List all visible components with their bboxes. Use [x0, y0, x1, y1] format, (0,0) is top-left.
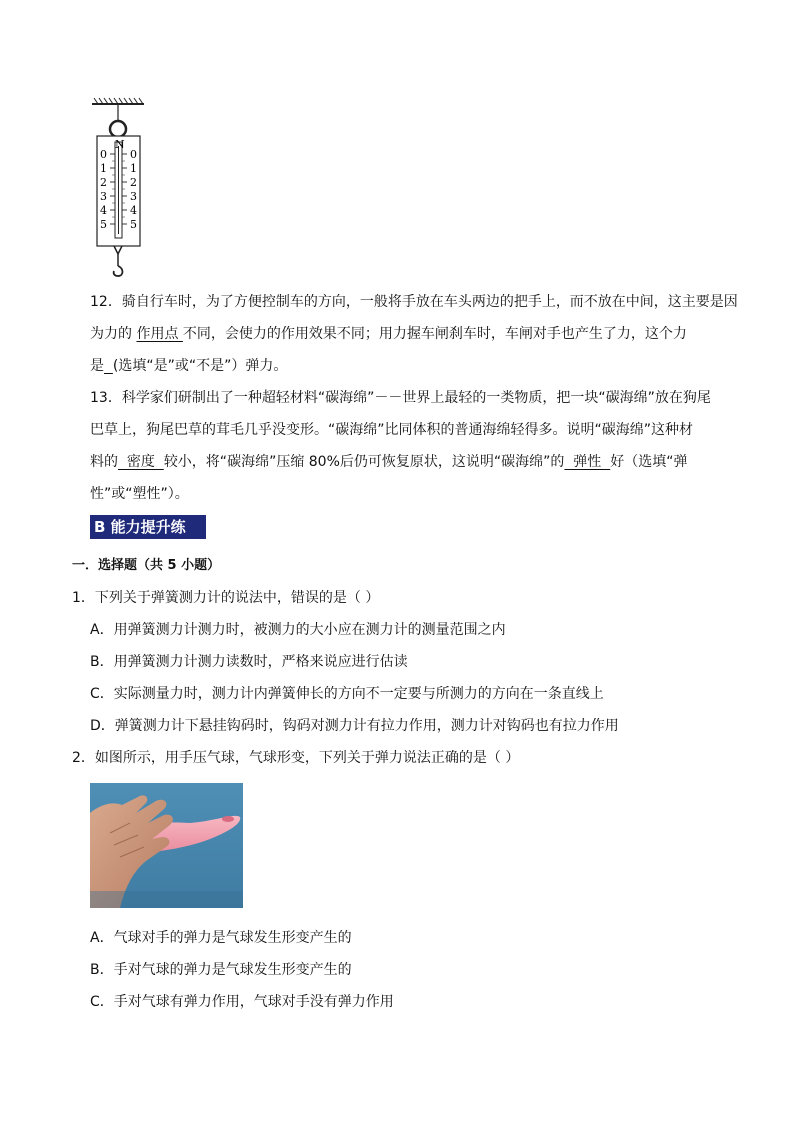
q12-line-2: [90, 324, 687, 344]
q12-text: 不同，会使力的作用效果不同；用力握车闸刹车时，车闸对手也产生了力，这个力: [182, 326, 687, 342]
tick-label: 3: [100, 190, 107, 203]
q12-line-1: 12．骑自行车时，为了方便控制车的方向，一般将手放在车头两边的把手上，而不放在中间，这主要是因: [90, 294, 738, 310]
scale-right-labels: [130, 148, 137, 231]
mc2-option-c: C．手对气球有弹力作用，气球对手没有弹力作用: [90, 994, 394, 1010]
q13-text: 好（选填“弹: [610, 454, 688, 470]
tick-label: 2: [100, 176, 107, 189]
tick-label: 0: [130, 148, 137, 161]
mc1-option-b: B．用弹簧测力计测力读数时，严格来说应进行估读: [90, 654, 408, 670]
q13-answer-1: 密度: [118, 454, 164, 470]
tick-label: 1: [130, 162, 137, 175]
mc1-option-a: A．用弹簧测力计测力时，被测力的大小应在测力计的测量范围之内: [90, 622, 506, 638]
tick-label: 5: [130, 218, 137, 231]
scale-unit: N: [115, 138, 125, 151]
scale-left-labels: [100, 148, 107, 231]
q13-line-4: 性”或“塑性”）。: [90, 486, 189, 502]
mc1-option-c: C．实际测量力时，测力计内弹簧伸长的方向不一定要与所测力的方向在一条直线上: [90, 686, 604, 702]
q12-answer-1: 作用点: [136, 326, 183, 342]
q12-text: (选填“是”或“不是”）弹力。: [112, 358, 288, 374]
tick-label: 0: [100, 148, 107, 161]
q12-answer-2: [104, 358, 113, 374]
q13-line-1: 13．科学家们研制出了一种超轻材料“碳海绵”－－世界上最轻的一类物质，把一块“碳海绵”放在狗尾: [90, 390, 711, 406]
section-banner: B 能力提升练: [90, 515, 206, 539]
spring-scale-figure: [88, 96, 150, 281]
mc2-stem: 2．如图所示，用手压气球，气球形变，下列关于弹力说法正确的是（ ）: [72, 750, 520, 766]
mc1-stem: 1．下列关于弹簧测力计的说法中，错误的是（ ）: [72, 590, 380, 606]
tick-label: 4: [130, 204, 137, 217]
q13-line-2: 巴草上，狗尾巴草的茸毛几乎没变形。“碳海绵”比同体积的普通海绵轻得多。说明“碳海绵”这种材: [90, 422, 694, 438]
mc2-option-a: A．气球对手的弹力是气球发生形变产生的: [90, 930, 352, 946]
tick-label: 3: [130, 190, 137, 203]
tick-label: 2: [130, 176, 137, 189]
q12-text: 是: [90, 358, 104, 374]
tick-label: 1: [100, 162, 107, 175]
tick-label: 4: [100, 204, 107, 217]
q12-text: 为力的: [90, 326, 137, 342]
q13-text: 较小，将“碳海绵”压缩 80%后仍可恢复原状，这说明“碳海绵”的: [163, 454, 565, 470]
mc1-option-d: D．弹簧测力计下悬挂钩码时，钩码对测力计有拉力作用，测力计对钩码也有拉力作用: [90, 718, 619, 734]
mc2-option-b: B．手对气球的弹力是气球发生形变产生的: [90, 962, 352, 978]
hand-balloon-photo: [90, 783, 243, 908]
q12-line-3: [90, 356, 287, 376]
tick-label: 5: [100, 218, 107, 231]
q13-line-3: [90, 452, 687, 472]
section-heading: 一．选择题（共 5 小题）: [72, 558, 221, 573]
q13-answer-2: 弹性: [564, 454, 611, 470]
q13-text: 料的: [90, 454, 118, 470]
